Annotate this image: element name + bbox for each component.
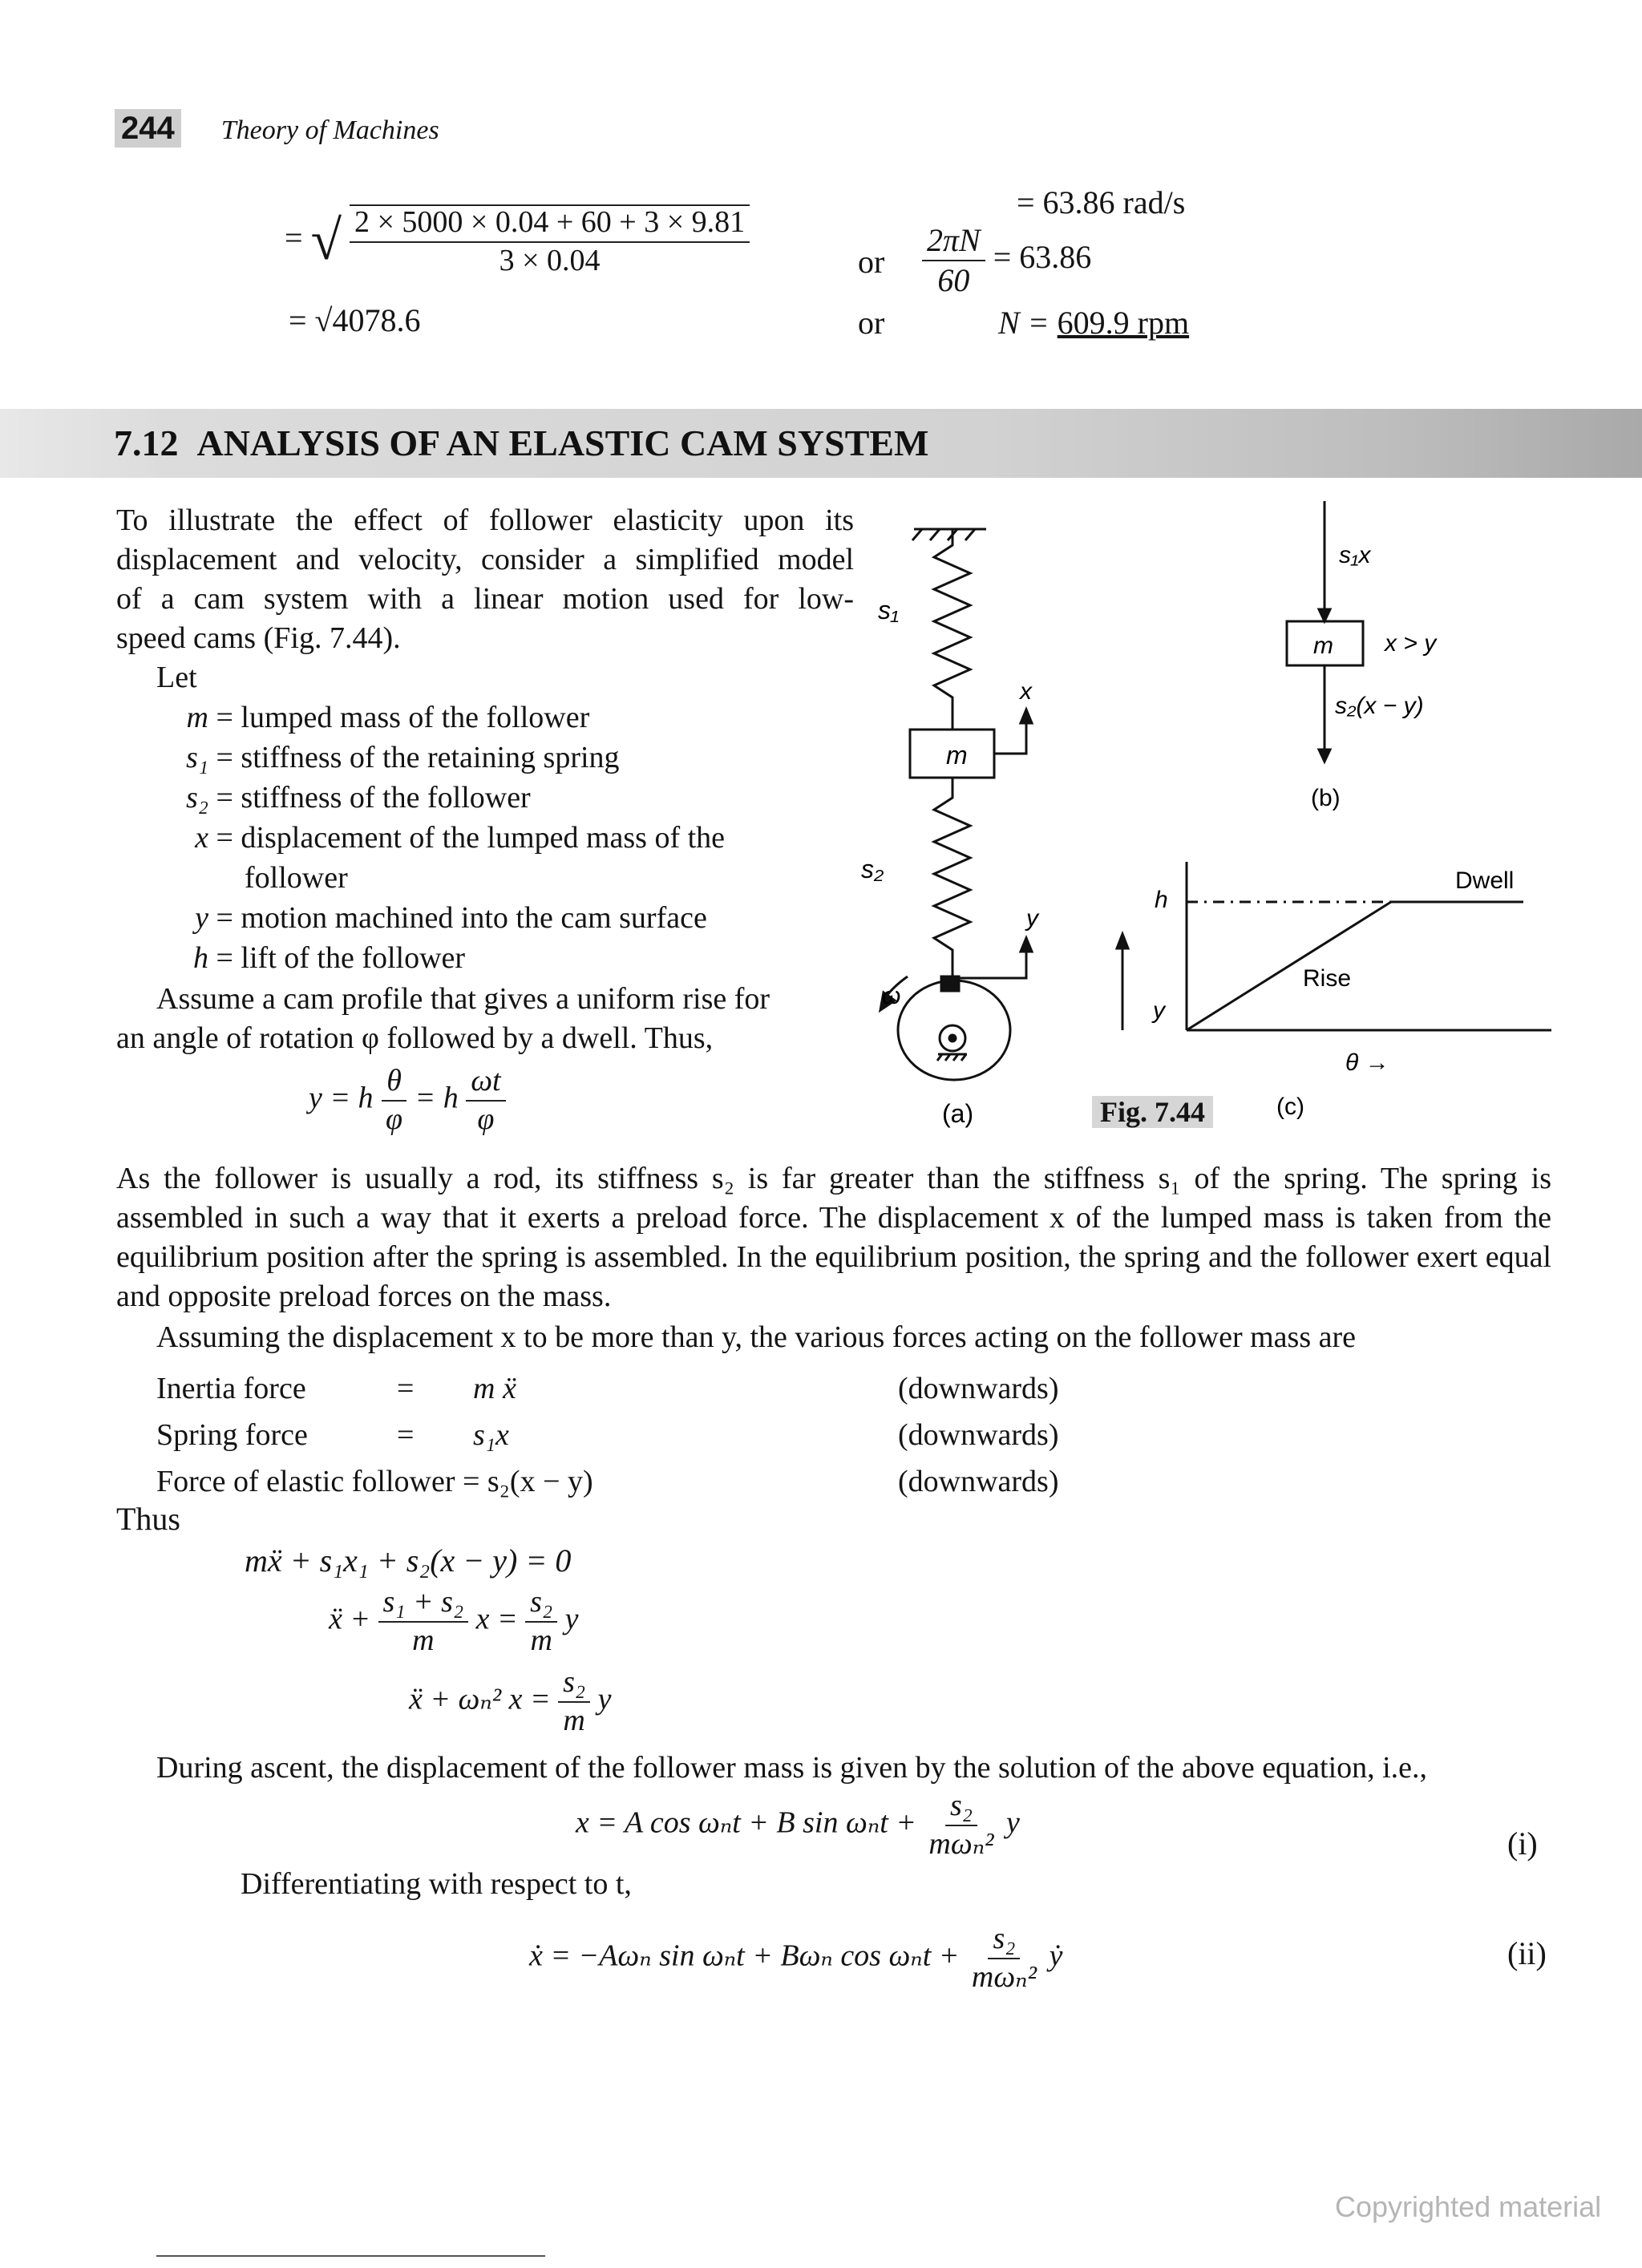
fraction-numerator: s₂ bbox=[558, 1666, 590, 1703]
assume-line: an angle of rotation φ followed by a dwell. Thus, bbox=[116, 1021, 714, 1055]
definition-row bbox=[148, 697, 854, 738]
definition-symbol: h bbox=[193, 941, 208, 975]
label-y: y bbox=[1026, 905, 1038, 932]
label-omega: ω bbox=[882, 983, 901, 1009]
label-s1x: s₁x bbox=[1339, 542, 1371, 568]
label-dwell: Dwell bbox=[1455, 867, 1515, 894]
section-heading bbox=[114, 417, 928, 470]
eq-part: x = A cos ωₙt + B sin ωₙt + bbox=[576, 1805, 916, 1840]
label-s2: s₂ bbox=[861, 855, 884, 883]
section-title: ANALYSIS OF AN ELASTIC CAM SYSTEM bbox=[196, 422, 929, 463]
eq-fraction bbox=[967, 1922, 1041, 1995]
rise-line bbox=[1187, 902, 1391, 1030]
eq-part: ẋ = −Aωₙ sin ωₙt + Bωₙ cos ωₙt + bbox=[529, 1939, 960, 1973]
fraction-denominator: mωₙ² bbox=[928, 1826, 994, 1861]
fraction-denominator: m bbox=[530, 1623, 552, 1657]
rpm-result bbox=[998, 303, 1189, 343]
definition-row bbox=[148, 738, 854, 778]
cam-profile bbox=[898, 980, 1010, 1080]
label-m-a: m bbox=[946, 741, 968, 770]
y-arrow-icon bbox=[1021, 938, 1032, 952]
force-direction: (downwards) bbox=[898, 1418, 1059, 1452]
eq-part: ẍ + bbox=[329, 1602, 371, 1636]
fraction-denominator: m bbox=[563, 1703, 585, 1737]
sqrt-denominator: 3 × 0.04 bbox=[499, 243, 601, 277]
thus-label: Thus bbox=[116, 1501, 180, 1537]
ground-hatch bbox=[912, 529, 975, 540]
fraction-numerator: s₂ bbox=[988, 1922, 1020, 1959]
definition-text: follower bbox=[245, 861, 348, 895]
cam-center-icon bbox=[949, 1035, 956, 1041]
force-expr: s₁x bbox=[473, 1418, 509, 1452]
figure-7-44 bbox=[861, 497, 1571, 1138]
definition-symbol: s₂ bbox=[186, 781, 208, 815]
sqrt-result: = √4078.6 bbox=[289, 302, 421, 338]
fraction-denominator: φ bbox=[477, 1102, 495, 1136]
during-ascent-text: During ascent, the displacement of the follower mass is given by the solution of the above equation, i.e., bbox=[156, 1751, 1428, 1785]
equation-motion-3 bbox=[409, 1666, 612, 1738]
eq-part: y bbox=[1006, 1805, 1020, 1840]
caption-b: (b) bbox=[1311, 785, 1341, 811]
caption-c: (c) bbox=[1276, 1094, 1304, 1120]
force-eq: = bbox=[397, 1418, 415, 1452]
force-row bbox=[156, 1458, 1059, 1505]
definition-row bbox=[148, 898, 854, 938]
force-name: Force of elastic follower = s₂(x − y) bbox=[156, 1465, 593, 1498]
spring-s2 bbox=[934, 778, 970, 978]
fraction-denominator: 60 bbox=[937, 262, 970, 298]
force-name: Inertia force bbox=[156, 1372, 306, 1405]
caption-a: (a) bbox=[942, 1099, 974, 1128]
force-name: Spring force bbox=[156, 1418, 308, 1452]
force-row bbox=[156, 1365, 1059, 1412]
label-s2-x-y: s₂(x − y) bbox=[1335, 693, 1424, 719]
assume-paragraph bbox=[116, 980, 854, 1058]
eq-fraction bbox=[378, 1586, 469, 1658]
label-s1: s₁ bbox=[878, 596, 900, 625]
y-eq-fraction-2 bbox=[466, 1065, 505, 1137]
fraction-denominator: φ bbox=[386, 1102, 403, 1136]
section-number: 7.12 bbox=[114, 422, 179, 463]
eq-part: y bbox=[597, 1682, 612, 1716]
equation-motion-2 bbox=[329, 1586, 579, 1658]
definition-text: = lift of the follower bbox=[216, 941, 466, 975]
or-label-2: or bbox=[858, 305, 885, 341]
force-row bbox=[156, 1412, 1059, 1458]
equation-motion-1: mẍ + s₁x₁ + s₂(x − y) = 0 bbox=[245, 1542, 572, 1579]
figure-label bbox=[1092, 1092, 1213, 1132]
copyright-watermark: Copyrighted material bbox=[1335, 2190, 1602, 2223]
fraction-numerator: s₂ bbox=[945, 1789, 977, 1826]
equation-ii-tag: (ii) bbox=[1507, 1935, 1547, 1971]
assume-line: Assume a cam profile that gives a uniform rise for bbox=[156, 982, 770, 1016]
sqrt-fraction bbox=[350, 204, 750, 278]
definition-text: = lumped mass of the follower bbox=[216, 701, 590, 734]
label-rise: Rise bbox=[1303, 965, 1352, 992]
intro-line: speed cams (Fig. 7.44). bbox=[116, 621, 401, 655]
let-label: Let bbox=[156, 661, 197, 694]
eq-fraction bbox=[525, 1586, 557, 1658]
force-arrow-bottom-icon bbox=[1319, 750, 1330, 762]
definition-row bbox=[148, 778, 854, 818]
y-up-arrow-icon bbox=[1117, 934, 1128, 948]
paragraph-stiffness: As the follower is usually a rod, its stiffness s₂ is far greater than the stiffness s₁ of the spring. The spring is assembled in such a way that it exerts a preload force. The displacement x of the lumped mass is taken from the equilibrium position after the spring is assembled. In the equilibrium position, the spring and the follower exert equal and opposite preload forces on the mass. bbox=[116, 1162, 1551, 1313]
definition-text: = displacement of the lumped mass of the bbox=[216, 821, 726, 855]
rpm-fraction-eq bbox=[922, 223, 1091, 298]
definition-row bbox=[148, 938, 854, 978]
equation-i-tag: (i) bbox=[1507, 1825, 1538, 1862]
y-eq-fraction-1 bbox=[381, 1065, 407, 1137]
definition-text: = stiffness of the retaining spring bbox=[216, 741, 620, 774]
force-eq: = bbox=[397, 1372, 415, 1405]
label-y-c: y bbox=[1153, 997, 1165, 1024]
spring-s1 bbox=[934, 529, 970, 730]
fraction-numerator: 2πN bbox=[922, 223, 985, 261]
definition-symbol: y bbox=[195, 901, 208, 935]
force-expr: m ẍ bbox=[473, 1372, 516, 1405]
fraction-numerator: ωt bbox=[466, 1065, 505, 1102]
y-eq-mid: = h bbox=[415, 1081, 459, 1115]
differentiating-text: Differentiating with respect to t, bbox=[241, 1867, 632, 1901]
eq-fraction bbox=[924, 1789, 998, 1862]
force-direction: (downwards) bbox=[898, 1465, 1059, 1498]
figure-b bbox=[1287, 501, 1363, 762]
cam-support-hatch bbox=[937, 1054, 967, 1061]
force-arrow-top-icon bbox=[1319, 609, 1330, 621]
definition-symbol: s₁ bbox=[186, 741, 208, 774]
equation-ii bbox=[529, 1922, 1062, 1995]
label-theta: θ → bbox=[1345, 1049, 1389, 1076]
definitions-list bbox=[148, 697, 854, 978]
y-indicator bbox=[952, 946, 1026, 978]
book-title: Theory of Machines bbox=[220, 115, 439, 145]
or-label-1: or bbox=[858, 244, 885, 280]
fraction-denominator: mωₙ² bbox=[971, 1959, 1037, 1994]
figure-a bbox=[880, 529, 1032, 1080]
paragraph-assuming: Assuming the displacement x to be more than y, the various forces acting on the follower mass are bbox=[156, 1320, 1357, 1354]
rpm-value: 609.9 rpm bbox=[1057, 305, 1190, 341]
intro-line: displacement and velocity, consider a simplified model bbox=[116, 543, 854, 576]
equals-sign: = bbox=[285, 219, 303, 256]
definition-text: = stiffness of the follower bbox=[216, 781, 531, 815]
omega-value: = 63.86 rad/s bbox=[1017, 184, 1186, 220]
force-direction: (downwards) bbox=[898, 1372, 1059, 1405]
eq-part: y bbox=[564, 1602, 579, 1636]
page-header bbox=[115, 108, 439, 151]
fraction-numerator: s₁ + s₂ bbox=[378, 1586, 469, 1623]
sqrt-expression bbox=[285, 204, 750, 278]
rpm-fraction bbox=[922, 223, 985, 298]
label-h: h bbox=[1155, 887, 1168, 913]
equation-i bbox=[576, 1789, 1020, 1862]
figure-label-tag: Fig. 7.44 bbox=[1092, 1096, 1213, 1128]
fraction-numerator: s₂ bbox=[525, 1586, 557, 1623]
y-equation bbox=[309, 1065, 506, 1137]
definition-text: = motion machined into the cam surface bbox=[216, 901, 707, 935]
forces-table bbox=[156, 1365, 1059, 1505]
x-arrow-icon bbox=[1021, 710, 1032, 723]
eq-part: ẍ + ωₙ² x = bbox=[409, 1682, 551, 1716]
label-m-b: m bbox=[1313, 633, 1333, 659]
definition-symbol: m bbox=[186, 701, 208, 734]
eq-fraction bbox=[558, 1666, 590, 1738]
definition-row bbox=[148, 818, 854, 858]
intro-line: To illustrate the effect of follower elasticity upon its bbox=[116, 503, 854, 537]
footer-rule bbox=[156, 2255, 545, 2257]
y-eq-lhs: y = h bbox=[309, 1081, 374, 1115]
intro-paragraph bbox=[116, 501, 854, 697]
label-x: x bbox=[1020, 678, 1032, 705]
definition-row bbox=[148, 858, 854, 898]
sqrt-icon: √ bbox=[310, 209, 342, 272]
fraction-denominator: m bbox=[412, 1623, 435, 1657]
eq-part: ẏ bbox=[1049, 1939, 1063, 1973]
page-number: 244 bbox=[115, 109, 181, 148]
fraction-result: = 63.86 bbox=[993, 239, 1092, 276]
definition-symbol: x bbox=[195, 821, 208, 855]
fraction-numerator: θ bbox=[382, 1065, 406, 1102]
intro-line: of a cam system with a linear motion used for low- bbox=[116, 582, 854, 616]
sqrt-numerator: 2 × 5000 × 0.04 + 60 + 3 × 9.81 bbox=[350, 204, 750, 243]
eq-part: x = bbox=[475, 1602, 518, 1636]
follower-roller bbox=[941, 976, 959, 991]
label-x-gt-y: x > y bbox=[1385, 630, 1437, 657]
rpm-prefix: N = bbox=[998, 305, 1058, 341]
